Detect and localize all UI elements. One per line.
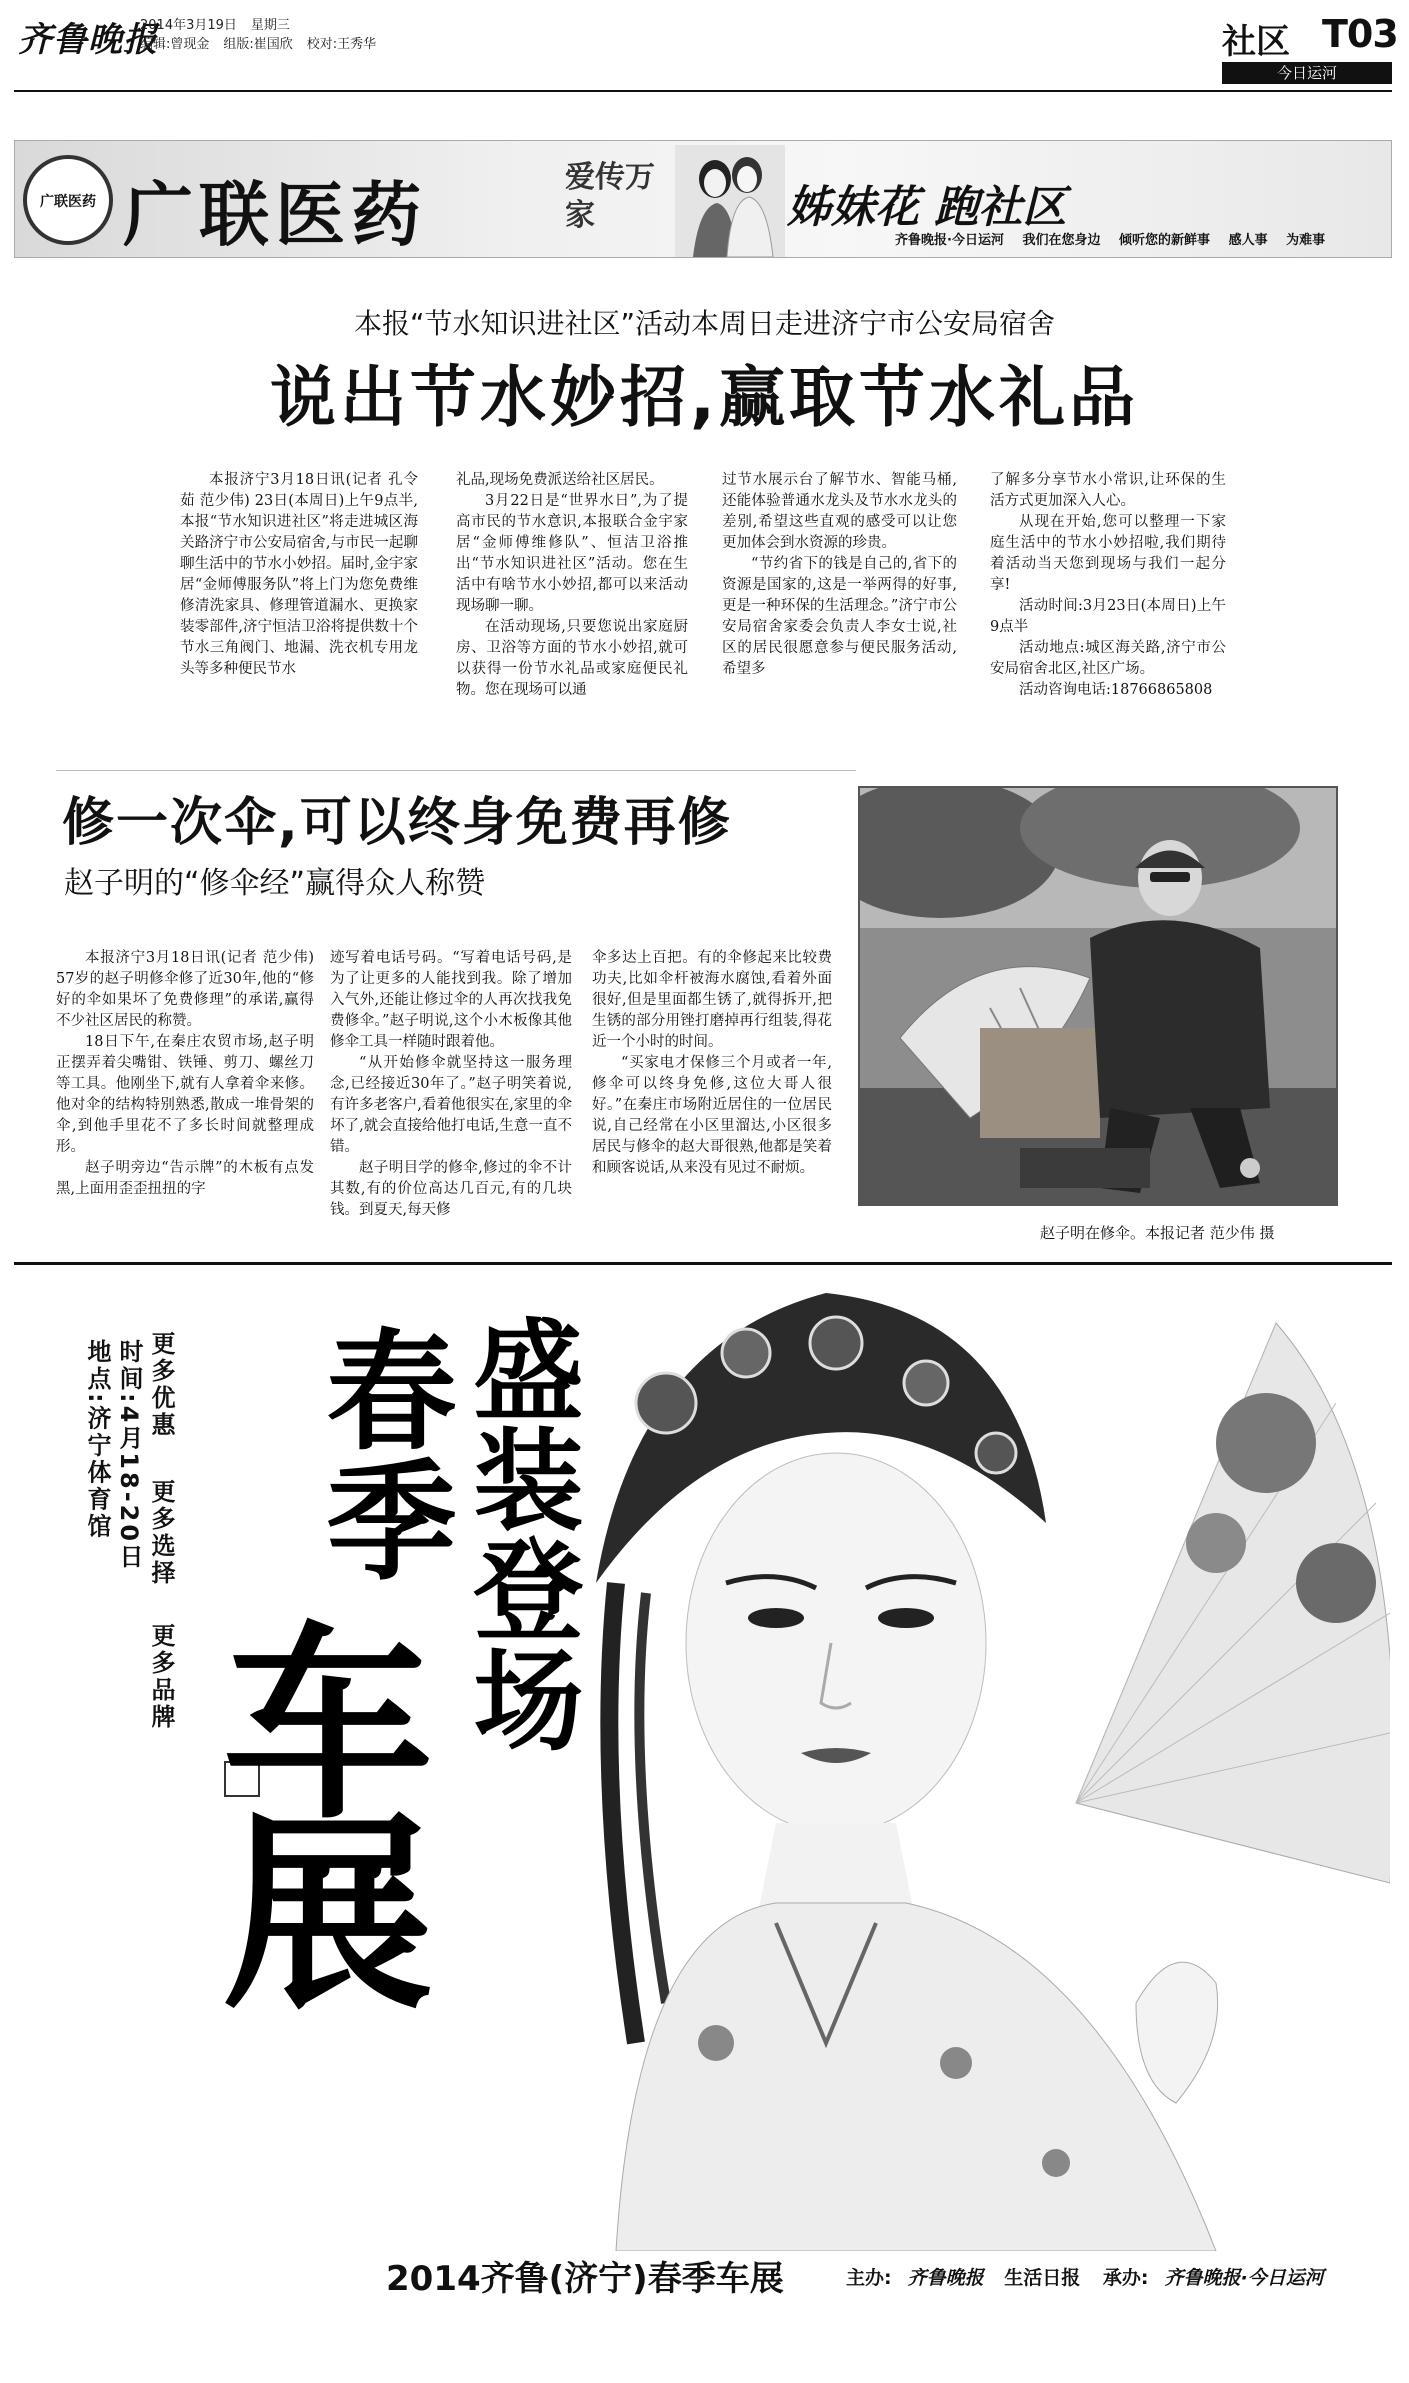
article1-paragraph: 从现在开始,您可以整理一下家庭生活中的节水小妙招啦,我们期待着活动当天您到现场与我们一起分享! (990, 514, 1226, 593)
section-tag: 今日运河 (1222, 62, 1392, 84)
banner-footer (895, 229, 1339, 248)
masthead-rule (14, 90, 1392, 92)
article2-paragraph: 本报济宁3月18日讯(记者 范少伟) 57岁的赵子明修伞修了近30年,他的“修好的伞如果坏了免费修理”的承诺,赢得不少社区居民的称赞。 (56, 950, 314, 1029)
ad-place-value: 济宁体育馆 (83, 1405, 111, 1541)
article1-kicker: 本报“节水知识进社区”活动本周日走进济宁市公安局宿舍 (353, 307, 1055, 340)
ad-calligraphy-spring: 春季 (305, 1323, 458, 1583)
article1-paragraph: 了解多分享节水小常识,让环保的生活方式更加深入人心。 (990, 472, 1226, 509)
article2-paragraph: 赵子明目学的修伞,修过的伞不计其数,有的价位高达几百元,有的几块钱。到夏天,每天修 (330, 1160, 572, 1218)
article1-paragraph: 本报济宁3月18日讯(记者 孔令茹 范少伟) 23日(本周日)上午9点半,本报“节水知识进社区”将走进城区海关路济宁市公安局宿舍,与市民一起聊聊生活中的节水小妙招。届时,金宇家居“金师傅服务队”将上门为您免费维修清洗家具、修理管道漏水、更换家装零部件,济宁恒洁卫浴将提供数十个节水三角阀门、地漏、洗衣机专用龙头等多种便民节水 (180, 472, 418, 677)
event-location: 活动地点:城区海关路,济宁市公安局宿舍北区,社区广场。 (990, 640, 1226, 677)
page-number: T03 (1322, 12, 1398, 56)
banner-slogan-1: 我们在您身边 (1022, 233, 1101, 248)
ad-host-2: 生活日报 (1004, 2267, 1081, 2289)
article2-paragraph: “从开始修伞就坚持这一服务理念,已经接近30年了。”赵子明笑着说,有许多老客户,看着他很实在,家里的伞坏了,就会直接给他打电话,生意一直不错。 (330, 1055, 572, 1155)
opera-performer-image (576, 1283, 1390, 2251)
layout-credit: 组版:崔国欣 (223, 37, 293, 52)
banner-brand: 广联医药 (123, 174, 427, 256)
article2-subheadline: 赵子明的“修伞经”赢得众人称赞 (64, 866, 486, 901)
article1-col3 (722, 470, 957, 680)
proofread-credit: 校对:王秀华 (306, 37, 377, 52)
ad-promo-line-2: 更多选择 (147, 1479, 175, 1587)
pharmacy-logo (23, 155, 113, 245)
ad-separator-rule (14, 1262, 1392, 1265)
ad-place (80, 1339, 115, 1541)
photo-caption: 赵子明在修伞。本报记者 范少伟 摄 (1040, 1224, 1275, 1242)
banner-paper: 齐鲁晚报·今日运河 (895, 233, 1004, 248)
article2-top-rule (56, 770, 856, 771)
ad-organizer: 齐鲁晚报·今日运河 (1164, 2267, 1324, 2289)
article1-paragraph: 礼品,现场免费派送给社区居民。 (456, 472, 664, 488)
banner-campaign: 姊妹花 跑社区 (787, 182, 1067, 233)
article2-paragraph: 赵子明旁边“告示牌”的木板有点发黑,上面用歪歪扭扭的字 (56, 1160, 314, 1197)
ad-footer (56, 2251, 1390, 2303)
section-name: 社区 (1222, 22, 1290, 62)
article1-col1 (180, 470, 418, 680)
article2-col2 (330, 948, 572, 1221)
sisters-photo (675, 145, 785, 257)
article1-col4 (990, 470, 1226, 701)
auto-show-ad (56, 1283, 1390, 2303)
masthead (0, 0, 1409, 96)
issue-meta (140, 16, 390, 54)
ad-place-label: 地点: (83, 1339, 111, 1406)
banner-slogan-4: 为难事 (1286, 233, 1326, 248)
pharmacy-logo-text: 广联医药 (40, 194, 96, 210)
banner-slogan-2: 倾听您的新鲜事 (1119, 233, 1211, 248)
sponsor-banner (14, 140, 1392, 258)
article2-paragraph: 伞多达上百把。有的伞修起来比较费功夫,比如伞杆被海水腐蚀,看着外面很好,但是里面都生锈了,就得拆开,把生锈的部分用锉打磨掉再行组装,得花近一个小时的时间。 (592, 950, 832, 1050)
event-time: 活动时间:3月23日(本周日)上午9点半 (990, 598, 1226, 635)
editor-credit: 编辑:曾现金 (140, 37, 210, 52)
article1-headline: 说出节水妙招,赢取节水礼品 (269, 359, 1140, 436)
ad-calligraphy-autoshow: 车展 (188, 1613, 435, 1993)
article2-headline: 修一次伞,可以终身免费再修 (62, 793, 732, 853)
banner-slogan: 爱传万家 (565, 160, 655, 233)
banner-slogan-3: 感人事 (1228, 233, 1268, 248)
article2-col3 (592, 948, 832, 1179)
ad-promo-line-3: 更多品牌 (147, 1623, 175, 1731)
ad-host-1: 齐鲁晚报 (907, 2267, 984, 2289)
ad-time-label: 时间: (115, 1339, 143, 1406)
ad-organizer-label: 承办: (1102, 2267, 1149, 2289)
ad-organizers (846, 2263, 1324, 2290)
article1-paragraph: 过节水展示台了解节水、智能马桶,还能体验普通水龙头及节水水龙头的差别,希望这些直观的感受可以让您更加体会到水资源的珍贵。 (722, 472, 957, 551)
issue-weekday: 星期三 (250, 18, 290, 33)
article1-col2 (456, 470, 688, 701)
ad-host-label: 主办: (846, 2267, 892, 2289)
umbrella-repair-photo (858, 786, 1338, 1206)
article2-paragraph: 18日下午,在秦庄农贸市场,赵子明正摆弄着尖嘴钳、铁锤、剪刀、螺丝刀等工具。他刚坐下,就有人拿着伞来修。他对伞的结构特别熟悉,散成一堆骨架的伞,到他手里花不了多长时间就整理成形。 (56, 1034, 314, 1155)
ad-time (112, 1339, 147, 1571)
article2-col1 (56, 948, 314, 1200)
newspaper-logo: 齐鲁晚报 (18, 20, 158, 60)
ad-calligraphy-grand-debut: 盛装登场 (455, 1313, 585, 1753)
ad-event-title: 2014齐鲁(济宁)春季车展 (386, 2259, 784, 2299)
event-phone: 活动咨询电话:18766865808 (1019, 682, 1213, 698)
article1-paragraph: 在活动现场,只要您说出家庭厨房、卫浴等方面的节水小妙招,就可以获得一份节水礼品或家庭便民礼物。您在现场可以通 (456, 619, 688, 698)
article1-paragraph: “节约省下的钱是自己的,省下的资源是国家的,这是一举两得的好事,更是一种环保的生活理念。”济宁市公安局宿舍家委会负责人李女士说,社区的居民很愿意参与便民服务活动,希望多 (722, 556, 957, 677)
article2-paragraph: “买家电才保修三个月或者一年,修伞可以终身免修,这位大哥人很好。”在秦庄市场附近居住的一位居民说,自己经常在小区里溜达,小区很多居民与修伞的赵大哥很熟,他都是笑着和顾客说话,从来没有见过不耐烦。 (592, 1055, 832, 1176)
article2-paragraph: 迹写着电话号码。“写着电话号码,是为了让更多的人能找到我。除了增加入气外,还能让修过伞的人再次找我免费修伞。”赵子明说,这个小木板像其他修伞工具一样随时跟着他。 (330, 950, 572, 1050)
ad-time-value: 4月18-20日 (115, 1405, 143, 1572)
issue-date: 2014年3月19日 (140, 18, 237, 33)
article1-paragraph: 3月22日是“世界水日”,为了提高市民的节水意识,本报联合金宇家居“金师傅维修队”、恒洁卫浴推出“节水知识进社区”活动。您在生活中有啥节水小妙招,都可以来活动现场聊一聊。 (456, 493, 688, 614)
ad-promo-line-1: 更多优惠 (147, 1331, 175, 1439)
